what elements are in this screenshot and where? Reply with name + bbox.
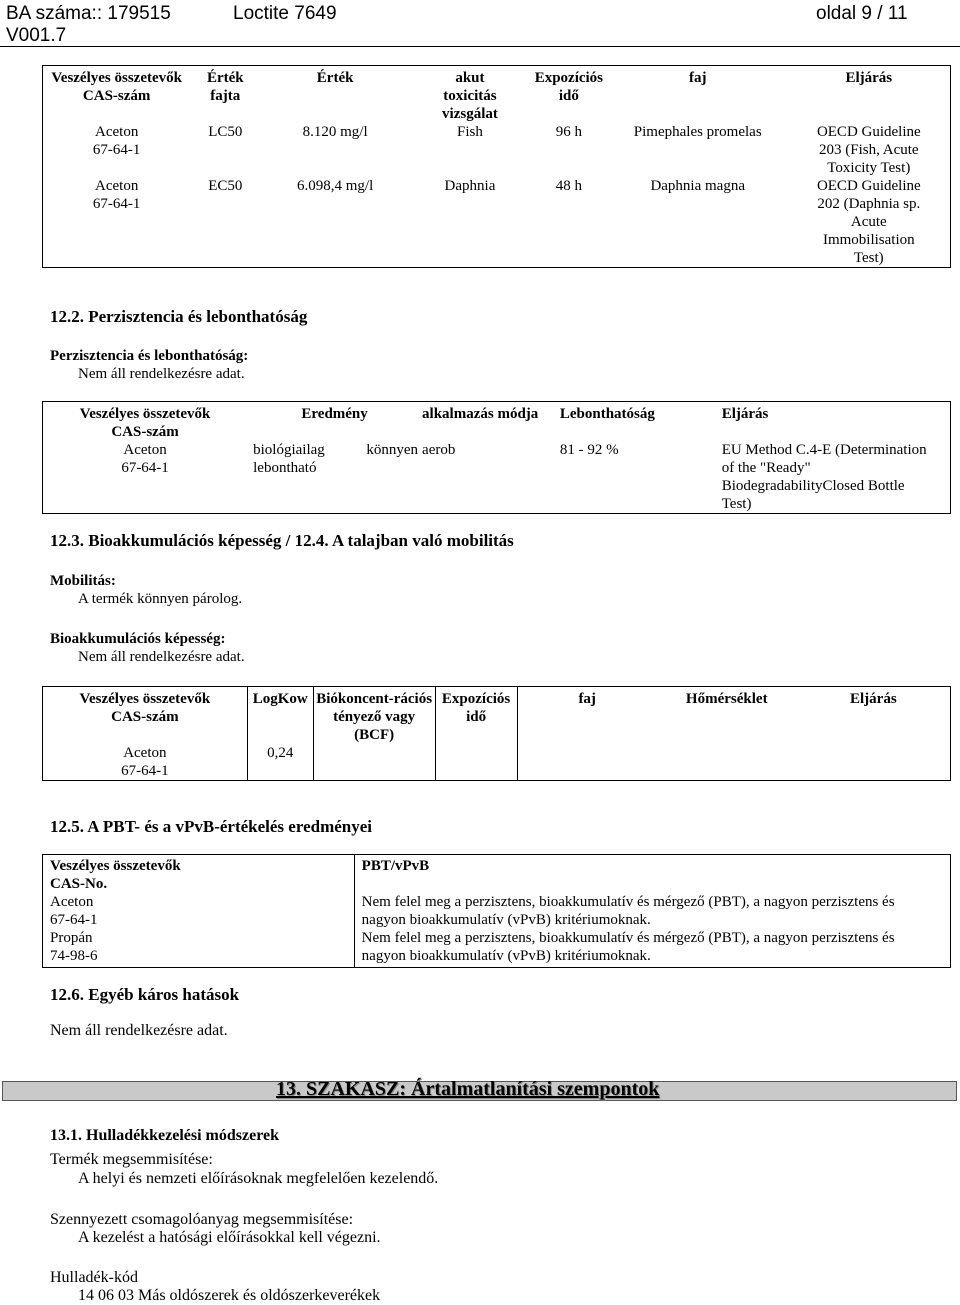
section-12-6-title: 12.6. Egyéb káros hatások	[50, 985, 240, 1004]
bioaccumulation-text: Nem áll rendelkezésre adat.	[78, 649, 245, 665]
waste-code-label: Hulladék-kód	[50, 1269, 138, 1286]
persistence-header-row	[43, 402, 951, 442]
mobility-label: Mobilitás:	[50, 573, 116, 589]
exposure-time-cell: 96 h	[555, 124, 582, 140]
packaging-disposal-label: Szennyezett csomagolóanyag megsemmisítése:	[50, 1211, 354, 1228]
header-degradability: Lebonthatóság	[559, 406, 655, 422]
result-cell	[247, 441, 422, 514]
logkow-cell: 0,24	[247, 744, 313, 781]
header-procedure: Eljárás	[721, 406, 769, 422]
substance-cell: Propán 74-98-6	[43, 929, 355, 968]
product-disposal-text: A helyi és nemzeti előírásoknak megfelelően kezelendő.	[78, 1170, 439, 1187]
header-species: faj	[688, 70, 707, 86]
waste-code-text: 14 06 03 Más oldószerek és oldószerkeverékek	[78, 1287, 381, 1304]
other-effects-text: Nem áll rendelkezésre adat.	[50, 1022, 228, 1039]
header-substance: Veszélyes összetevők CAS-szám	[51, 70, 182, 104]
section-12-2-title: 12.2. Perzisztencia és lebonthatóság	[50, 307, 308, 326]
substance-cell: Aceton 67-64-1	[121, 442, 169, 476]
document-number: BA száma:: 179515	[6, 3, 171, 24]
species-cell	[517, 744, 657, 781]
value-type-cell: EC50	[208, 178, 243, 194]
procedure-cell	[797, 744, 951, 781]
header-result: Eredmény	[301, 406, 368, 422]
header-pbt: PBT/vPvB	[361, 858, 430, 874]
header-divider	[0, 46, 960, 47]
header-application-method: alkalmazás módja	[422, 406, 539, 422]
packaging-disposal-text: A kezelést a hatósági előírásokkal kell végezni.	[78, 1229, 381, 1246]
procedure-cell: OECD Guideline 203 (Fish, Acute Toxicity Test)	[816, 124, 921, 176]
header-value: Érték	[316, 70, 354, 86]
header-exposure-time: Expozíciós idő	[534, 70, 604, 104]
toxicity-table	[42, 65, 951, 268]
bcf-cell	[313, 744, 435, 781]
pbt-table	[42, 854, 951, 968]
pbt-header-row	[43, 855, 951, 894]
header-substance: Veszélyes összetevők CAS-szám	[79, 406, 211, 440]
document-version: V001.7	[6, 25, 67, 46]
species-cell: Pimephales promelas	[633, 124, 762, 140]
section-12-3-title: 12.3. Bioakkumulációs képesség / 12.4. A talajban való mobilitás	[50, 531, 514, 550]
acute-test-cell: Fish	[457, 124, 483, 140]
result-text-c: lebontható	[253, 460, 317, 476]
table-row	[43, 123, 951, 177]
result-text-a: biológiailag	[253, 442, 325, 458]
substance-cell: Aceton 67-64-1	[121, 745, 169, 779]
header-species: faj	[578, 691, 596, 707]
header-acute-test: akut toxicitás vizsgálat	[442, 70, 498, 122]
header-exposure-time: Expozíciós idő	[435, 687, 517, 745]
header-value-type: Érték fajta	[206, 70, 244, 104]
procedure-cell: EU Method C.4-E (Determination of the "Ready" BiodegradabilityClosed Bottle Test)	[721, 442, 927, 512]
degradability-cell: 81 - 92 %	[559, 442, 619, 458]
header-procedure: Eljárás	[845, 70, 893, 86]
section-13-1-title: 13.1. Hulladékkezelési módszerek	[50, 1127, 280, 1144]
procedure-cell: OECD Guideline 202 (Daphnia sp. Acute Immobilisation Test)	[816, 178, 921, 266]
header-temperature: Hőmérséklet	[685, 691, 768, 707]
pbt-assessment-cell: Nem felel meg a perzisztens, bioakkumulatív és mérgező (PBT), a nagyon perzisztens és nagyon bioakkumulatív (vPvB) kritériumoknak.	[361, 894, 895, 928]
substance-cell: Aceton 67-64-1	[43, 893, 355, 929]
header-bcf: Biókoncent-rációs tényező vagy (BCF)	[313, 687, 435, 745]
product-name: Loctite 7649	[233, 3, 337, 24]
header-procedure: Eljárás	[850, 691, 897, 707]
value-cell: 8.120 mg/l	[302, 124, 368, 140]
persistence-label: Perzisztencia és lebonthatóság:	[50, 348, 249, 364]
species-cell: Daphnia magna	[650, 178, 745, 194]
table-row	[43, 744, 951, 781]
header-substance: Veszélyes összetevők CAS-No.	[43, 855, 355, 894]
exposure-time-cell: 48 h	[555, 178, 582, 194]
product-disposal-label: Termék megsemmisítése:	[50, 1151, 213, 1168]
table-row	[43, 893, 951, 929]
substance-cell: Aceton 67-64-1	[92, 178, 141, 212]
header-substance: Veszélyes összetevők CAS-szám	[79, 691, 211, 725]
acute-test-cell: Daphnia	[444, 178, 496, 194]
section-12-5-title: 12.5. A PBT- és a vPvB-értékelés eredményei	[50, 817, 373, 836]
result-text-b: könnyen	[366, 442, 419, 458]
bioaccumulation-label: Bioakkumulációs képesség:	[50, 631, 226, 647]
table-row	[43, 441, 951, 514]
bioaccumulation-table	[42, 686, 951, 781]
page-number: oldal 9 / 11	[816, 3, 908, 24]
pbt-assessment-cell: Nem felel meg a perzisztens, bioakkumulatív és mérgező (PBT), a nagyon perzisztens és nagyon bioakkumulatív (vPvB) kritériumoknak.	[361, 930, 895, 964]
toxicity-header-row	[43, 66, 951, 124]
value-cell: 6.098,4 mg/l	[297, 178, 374, 194]
persistence-table	[42, 401, 951, 514]
section-13-heading: 13. SZAKASZ: Ártalmatlanítási szempontok	[276, 1078, 660, 1100]
application-method-cell: aerob	[422, 442, 456, 458]
temperature-cell	[657, 744, 797, 781]
bioacc-header-row	[43, 687, 951, 745]
table-row	[43, 929, 951, 968]
substance-cell: Aceton 67-64-1	[92, 124, 141, 158]
exposure-time-cell	[435, 744, 517, 781]
mobility-text: A termék könnyen párolog.	[78, 591, 243, 607]
persistence-text: Nem áll rendelkezésre adat.	[78, 366, 245, 382]
value-type-cell: LC50	[208, 124, 243, 140]
table-row	[43, 177, 951, 268]
header-logkow: LogKow	[247, 687, 313, 745]
